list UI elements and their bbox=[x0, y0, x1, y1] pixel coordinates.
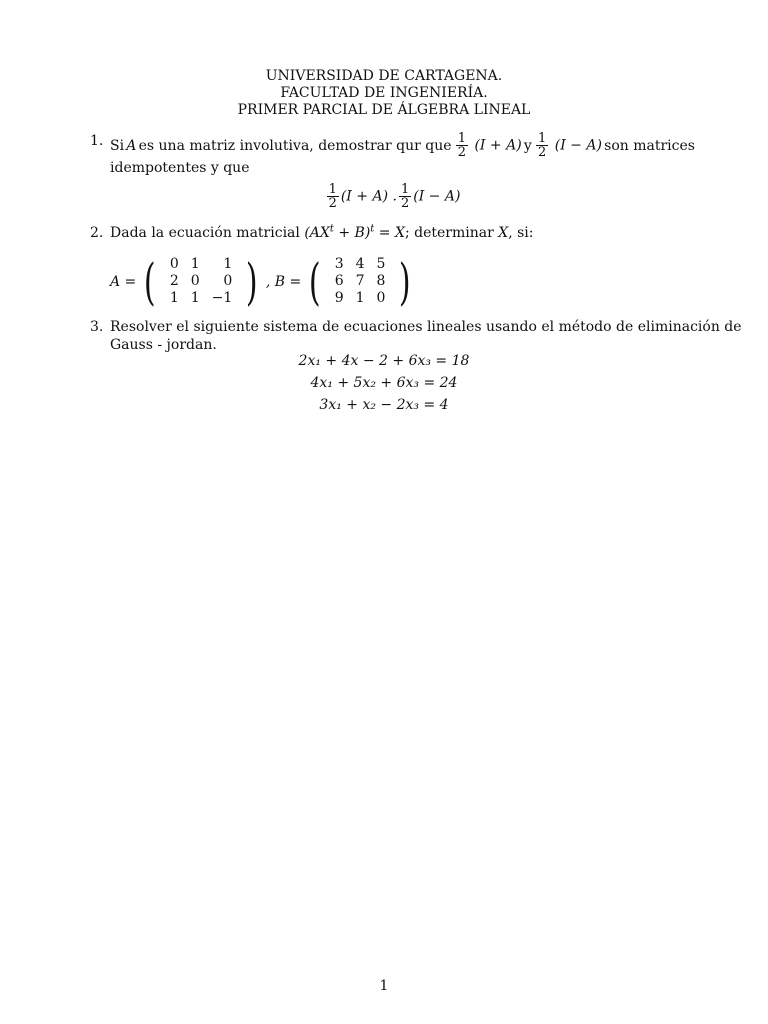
matrix-b bbox=[329, 256, 392, 307]
problem-1 bbox=[90, 132, 695, 210]
right-paren-icon: ) bbox=[399, 252, 412, 311]
eq-right: = X bbox=[374, 225, 405, 241]
problem-1-statement bbox=[110, 132, 695, 159]
left-paren-icon: ( bbox=[144, 252, 156, 311]
problem-1-number: 1. bbox=[90, 133, 104, 149]
problem-2-text-c: , si: bbox=[508, 225, 534, 241]
problem-1-text-a: Si bbox=[110, 137, 125, 154]
problem-3-text: Resolver el siguiente sistema de ecuaciones lineales usando el método de eliminación de bbox=[110, 319, 742, 335]
matrix-cell: 0 bbox=[223, 273, 233, 289]
matrix-cell: 0 bbox=[169, 256, 179, 272]
matrix-row bbox=[164, 273, 238, 290]
matrix-cell: 5 bbox=[376, 256, 386, 272]
problem-2-number: 2. bbox=[90, 225, 104, 241]
problem-1-expr2: (I − A) bbox=[554, 137, 602, 154]
matrix-cell: 1 bbox=[223, 256, 233, 272]
problem-1-var-a: A bbox=[126, 137, 137, 154]
matrix-cell: 7 bbox=[355, 273, 365, 289]
matrix-a-label: A = bbox=[110, 273, 137, 290]
display-expr2: (I − A) bbox=[413, 188, 461, 205]
equation-2: 4x₁ + 5x₂ + 6x₃ = 24 bbox=[310, 375, 458, 391]
display-expr1: (I + A) . bbox=[340, 188, 397, 205]
fraction-half: $\frac{1}{2}$ bbox=[328, 182, 337, 211]
exam-title: PRIMER PARCIAL DE ÁLGEBRA LINEAL bbox=[237, 102, 531, 118]
equation-3: 3x₁ + x₂ − 2x₃ = 4 bbox=[319, 397, 449, 413]
university-title: UNIVERSIDAD DE CARTAGENA. bbox=[265, 68, 503, 84]
matrix-cell: 4 bbox=[355, 256, 365, 272]
matrix-cell: 1 bbox=[355, 290, 365, 306]
matrix-row bbox=[329, 256, 392, 273]
matrix-row bbox=[164, 256, 238, 273]
problem-2-statement bbox=[110, 224, 695, 242]
problem-2-text-a: Dada la ecuación matricial bbox=[110, 225, 300, 241]
problem-3-line2: Gauss - jordan. bbox=[110, 337, 217, 353]
problem-1-line2: idempotentes y que bbox=[110, 160, 250, 176]
fraction-half: $\frac{1}{2}$ bbox=[538, 131, 547, 160]
problem-1-text-b: es una matriz involutiva, demostrar qur que bbox=[138, 137, 452, 154]
problem-1-conj: y bbox=[523, 137, 532, 154]
problem-1-expr1-group bbox=[454, 132, 522, 159]
matrix-cell: 1 bbox=[190, 256, 200, 272]
matrix-cell: 3 bbox=[334, 256, 344, 272]
matrix-cell: 1 bbox=[190, 290, 200, 306]
matrix-cell: 6 bbox=[334, 273, 344, 289]
eq-left: (AX bbox=[304, 225, 330, 241]
matrix-cell: 2 bbox=[169, 273, 179, 289]
faculty-title: FACULTAD DE INGENIERÍA. bbox=[280, 85, 488, 101]
matrix-b-label: , B = bbox=[265, 273, 302, 290]
problem-1-display-equation bbox=[90, 183, 695, 210]
problem-2-text-b: ; determinar bbox=[404, 225, 494, 241]
problem-2-var-x: X bbox=[498, 225, 509, 241]
document-header bbox=[0, 68, 768, 119]
problem-1-text-c: son matrices bbox=[604, 137, 695, 154]
fraction-half: $\frac{1}{2}$ bbox=[457, 131, 467, 160]
matrix-cell: 8 bbox=[376, 273, 386, 289]
matrix-definitions bbox=[110, 252, 415, 311]
problem-2 bbox=[90, 224, 695, 242]
equation-1: 2x₁ + 4x − 2 + 6x₃ = 18 bbox=[298, 353, 470, 369]
problem-3 bbox=[90, 318, 742, 354]
matrix-row bbox=[329, 290, 392, 307]
equation-system bbox=[0, 350, 768, 416]
right-paren-icon: ) bbox=[246, 252, 258, 311]
matrix-cell: 1 bbox=[169, 290, 179, 306]
sup-t2: t bbox=[370, 223, 375, 235]
problem-3-number: 3. bbox=[90, 319, 104, 335]
problem-1-expr1: (I + A) bbox=[474, 137, 522, 154]
matrix-row bbox=[329, 273, 392, 290]
matrix-cell: 9 bbox=[334, 290, 344, 306]
matrix-cell: 0 bbox=[376, 290, 386, 306]
page-number: 1 bbox=[379, 978, 389, 994]
left-paren-icon: ( bbox=[309, 252, 321, 311]
fraction-half: $\frac{1}{2}$ bbox=[400, 182, 410, 211]
matrix-cell: 0 bbox=[190, 273, 200, 289]
eq-mid: + B) bbox=[333, 225, 371, 241]
problem-1-expr2-group bbox=[534, 132, 602, 159]
sup-t1: t bbox=[329, 223, 334, 235]
matrix-cell: −1 bbox=[211, 290, 233, 306]
matrix-a bbox=[164, 256, 238, 307]
matrix-row bbox=[164, 290, 238, 307]
